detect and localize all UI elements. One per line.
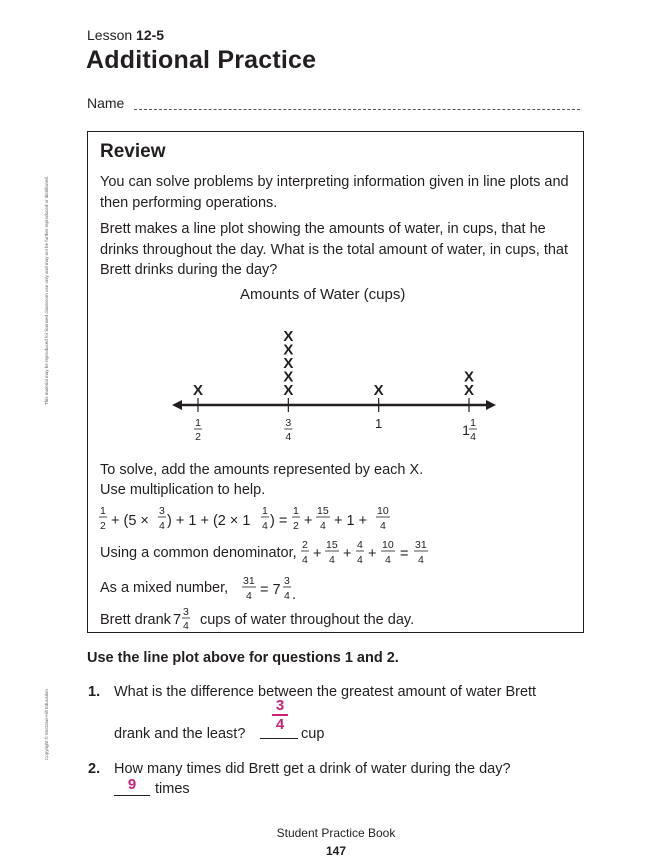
fraction-den: 2 [100, 520, 106, 532]
lesson-number: 12-5 [136, 27, 165, 43]
svg-text:1: 1 [262, 505, 268, 517]
conclusion-mixed-number [172, 605, 200, 633]
copyright-notice: Copyright © McGraw-Hill Education [44, 689, 49, 760]
x-mark: X [283, 382, 294, 399]
svg-text:4: 4 [262, 520, 268, 532]
review-title: Review [100, 141, 166, 162]
x-mark: X [192, 382, 204, 399]
svg-text:3: 3 [159, 505, 165, 517]
name-label: Name [87, 95, 125, 111]
sum-equation [300, 536, 480, 570]
question-2-text: How many times did Brett get a drink of water during the day? [114, 761, 511, 777]
tick-label-den: 4 [285, 431, 292, 443]
svg-text:10: 10 [382, 539, 394, 551]
svg-text:10: 10 [377, 505, 389, 517]
mixed-number-equation [240, 572, 320, 604]
question-2-number: 2. [88, 761, 101, 777]
review-problem: Brett makes a line plot showing the amounts of water, in cups, that he drinks throughout the day. What is the total amount of water, in cups, that Brett drinks during the day? [100, 221, 569, 278]
svg-text:+: + [368, 546, 377, 562]
svg-text:.: . [292, 587, 297, 603]
svg-text:= 7: = 7 [260, 582, 281, 598]
svg-text:31: 31 [243, 575, 255, 587]
svg-text:3: 3 [182, 606, 189, 618]
tick-label-num: 1 [195, 417, 201, 429]
question-1-text: What is the difference between the greatest amount of water Brett [114, 684, 537, 700]
conclusion: Brett drank 7 3 4 cups of water throughout the day. [100, 606, 415, 632]
plot-title: Amounts of Water (cups) [240, 286, 406, 303]
svg-text:4: 4 [385, 554, 391, 566]
answer-1-blank[interactable] [260, 738, 298, 739]
solve-line-2: Use multiplication to help. [100, 482, 266, 498]
tick-label-whole: 1 [462, 422, 470, 438]
svg-text:=: = [400, 546, 409, 562]
multiplication-equation [98, 500, 438, 536]
svg-text:4: 4 [246, 590, 252, 602]
svg-text:15: 15 [317, 505, 329, 517]
svg-text:) =: ) = [270, 513, 288, 529]
right-arrow-icon [486, 400, 496, 410]
svg-text:4: 4 [418, 554, 424, 566]
answer-1: 3 4 [272, 697, 288, 733]
answer-2: 9 [127, 776, 137, 793]
svg-text:+: + [343, 546, 352, 562]
permission-notice: This material may be reproduced for licensed classroom use only and may not be further reproduced or distributed. [44, 176, 49, 405]
questions-intro: Use the line plot above for questions 1 and 2. [87, 650, 399, 666]
svg-text:) + 1 + (2 × 1: ) + 1 + (2 × 1 [167, 513, 251, 529]
answer-1-unit: cup [301, 726, 325, 742]
question-1-number: 1. [88, 684, 101, 700]
svg-text:4: 4 [357, 554, 363, 566]
name-field[interactable] [134, 109, 580, 110]
svg-text:2: 2 [293, 520, 299, 532]
mixed-number-label: As a mixed number, [100, 580, 229, 596]
fraction-num: 1 [100, 505, 106, 517]
svg-text:31: 31 [415, 539, 427, 551]
solve-line-1: To solve, add the amounts represented by each X. [100, 462, 424, 478]
svg-text:+: + [313, 546, 322, 562]
svg-text:+ (5 ×: + (5 × [111, 513, 149, 529]
answer-2-blank[interactable] [114, 795, 150, 796]
svg-text:7: 7 [172, 612, 182, 628]
x-mark: X [463, 368, 475, 386]
page-title: Additional Practice [86, 46, 317, 74]
tick-label-den: 4 [470, 431, 476, 443]
svg-text:15: 15 [326, 539, 338, 551]
x-mark: X [283, 341, 294, 359]
footer-book: Student Practice Book [276, 826, 396, 840]
x-mark: X [283, 368, 294, 386]
tick-label: 1 [375, 416, 383, 431]
x-mark: X [283, 355, 294, 372]
page-number: 147 [325, 844, 347, 858]
svg-text:4: 4 [329, 554, 335, 566]
svg-text:4: 4 [380, 520, 386, 532]
tick-label-num: 3 [285, 417, 292, 429]
svg-text:4: 4 [357, 539, 363, 551]
svg-text:+: + [304, 513, 313, 529]
review-intro: You can solve problems by interpreting information given in line plots and then performing operations. [100, 174, 569, 211]
x-mark: X [463, 382, 475, 399]
svg-text:3: 3 [284, 575, 290, 587]
svg-text:4: 4 [182, 620, 189, 632]
svg-text:1: 1 [293, 505, 299, 517]
x-mark: X [283, 328, 294, 345]
lesson-label: Lesson 12-5 [87, 27, 165, 43]
tick-label-num: 1 [470, 417, 476, 429]
svg-text:+ 1 +: + 1 + [334, 513, 368, 529]
line-plot [160, 310, 510, 460]
svg-text:2: 2 [302, 539, 308, 551]
svg-text:4: 4 [284, 590, 290, 602]
question-1-prompt: drank and the least? [114, 726, 246, 742]
tick-label-den: 2 [195, 431, 201, 443]
left-arrow-icon [172, 400, 182, 410]
svg-text:4: 4 [159, 520, 165, 532]
x-mark: X [373, 382, 384, 399]
svg-text:4: 4 [302, 554, 308, 566]
answer-2-unit: times [155, 781, 190, 797]
svg-text:4: 4 [320, 520, 326, 532]
common-denominator-label: Using a common denominator, [100, 545, 297, 561]
